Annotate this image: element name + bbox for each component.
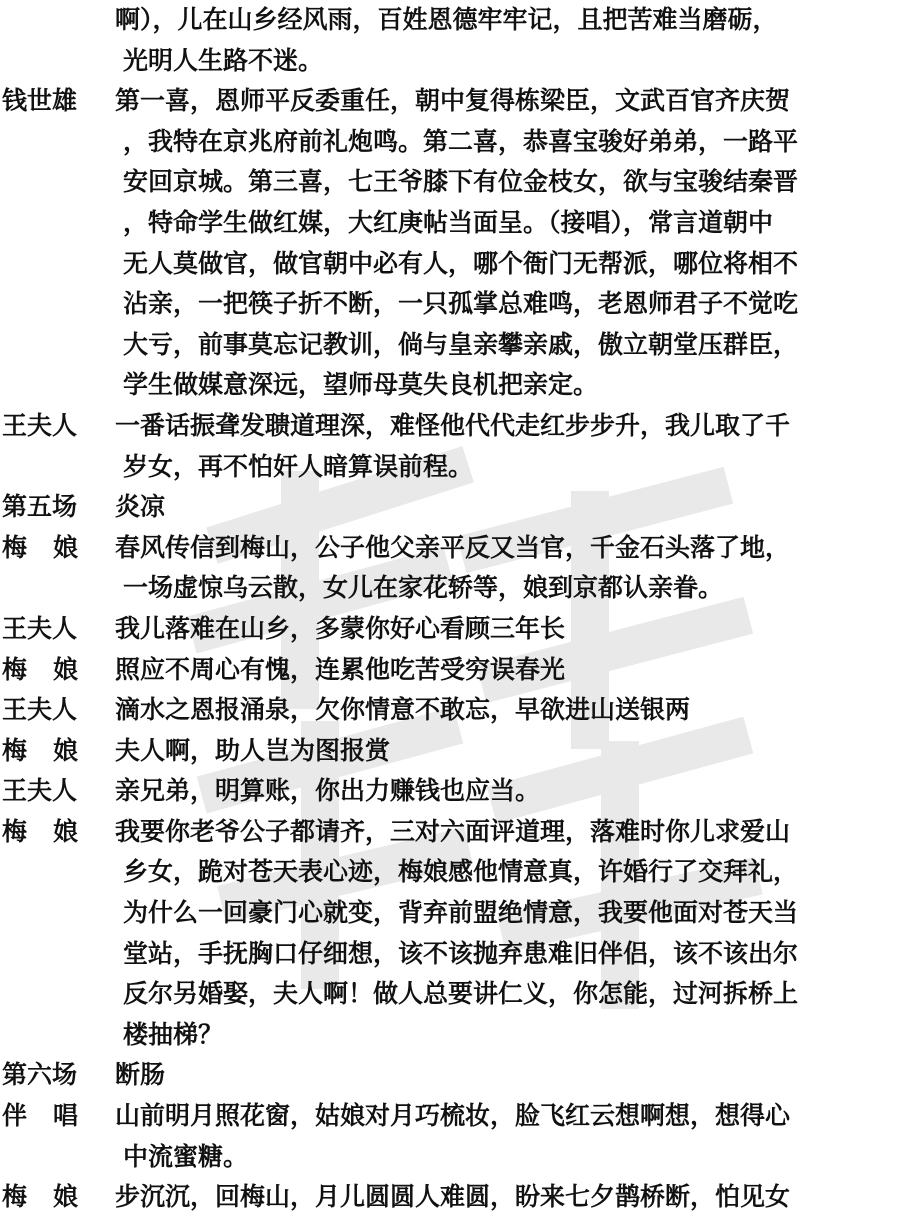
speaker-label: 梅娘	[2, 1182, 105, 1212]
dialogue-line: ，特命学生做红媒，大红庚帖当面呈。（接唱），常言道朝中	[123, 207, 774, 237]
dialogue-line: 第一喜，恩师平反委重任，朝中复得栋梁臣，文武百官齐庆贺	[115, 86, 791, 116]
script-entry	[0, 771, 900, 812]
dialogue-text	[115, 690, 900, 731]
scene-title: 断肠	[115, 1060, 166, 1090]
dialogue-line: 我儿落难在山乡，多蒙你好心看顾三年长	[115, 613, 566, 643]
dialogue-line: 中流蜜糖。	[123, 1141, 249, 1171]
speaker-label: 王夫人	[2, 695, 78, 725]
dialogue-text	[115, 650, 900, 691]
dialogue-text	[115, 1177, 900, 1218]
dialogue-text	[115, 406, 900, 487]
scene-number: 第五场	[2, 492, 78, 522]
speaker-label: 梅娘	[2, 654, 105, 684]
dialogue-line: 堂站，手抚胸口仔细想，该不该抛弃患难旧伴侣，该不该出尔	[123, 938, 799, 968]
scene-title-wrap	[115, 487, 900, 528]
dialogue-line: 滴水之恩报涌泉，欠你情意不敢忘，早欲进山送银两	[115, 695, 691, 725]
dialogue-line: 山前明月照花窗，姑娘对月巧梳妆，脸飞红云想啊想，想得心	[115, 1101, 791, 1131]
dialogue-text	[115, 1096, 900, 1177]
script-entry	[0, 81, 900, 406]
dialogue-line: 乡女，跪对苍天表心迹，梅娘感他情意真，许婚行了交拜礼，	[123, 857, 799, 887]
dialogue-line: 我要你老爷公子都请齐，三对六面评道理，落难时你儿求爱山	[115, 816, 791, 846]
dialogue-line: 春风传信到梅山，公子他父亲平反又当官，千金石头落了地，	[115, 532, 791, 562]
scene-title-wrap	[115, 1055, 900, 1096]
scene-heading	[0, 487, 900, 528]
scene-title: 炎凉	[115, 492, 166, 522]
dialogue-text	[115, 731, 900, 772]
dialogue-text	[115, 609, 900, 650]
dialogue-line: 反尔另婚娶，夫人啊！做人总要讲仁义，你怎能，过河拆桥上	[123, 979, 799, 1009]
dialogue-line: 一场虚惊乌云散，女儿在家花轿等，娘到京都认亲眷。	[123, 573, 724, 603]
dialogue-line: 为什么一回豪门心就变，背弃前盟绝情意，我要他面对苍天当	[123, 898, 799, 928]
script-entry	[0, 1096, 900, 1177]
dialogue-line: 步沉沉，回梅山，月儿圆圆人难圆，盼来七夕鹊桥断，怕见女	[115, 1182, 791, 1212]
dialogue-line: 岁女，再不怕奸人暗算误前程。	[123, 451, 474, 481]
dialogue-line: 大亏，前事莫忘记教训，倘与皇亲攀亲戚，傲立朝堂压群臣，	[123, 329, 799, 359]
dialogue-line: 沾亲，一把筷子折不断，一只孤掌总难鸣，老恩师君子不觉吃	[123, 289, 799, 319]
dialogue-text	[115, 528, 900, 609]
dialogue-line: 夫人啊，助人岂为图报赏	[115, 735, 391, 765]
script-entry	[0, 0, 900, 81]
script-entry	[0, 690, 900, 731]
speaker-label: 王夫人	[2, 410, 78, 440]
dialogue-line: 无人莫做官，做官朝中必有人，哪个衙门无帮派，哪位将相不	[123, 248, 799, 278]
scene-number: 第六场	[2, 1060, 78, 1090]
dialogue-line: 光明人生路不迷。	[123, 45, 324, 75]
speaker-label: 王夫人	[2, 613, 78, 643]
dialogue-line: ，我特在京兆府前礼炮鸣。第二喜，恭喜宝骏好弟弟，一路平	[123, 126, 799, 156]
speaker-label: 王夫人	[2, 776, 78, 806]
dialogue-text	[115, 81, 900, 406]
dialogue-line: 一番话振聋发聩道理深，难怪他代代走红步步升，我儿取了千	[115, 410, 791, 440]
dialogue-line: 啊），儿在山乡经风雨，百姓恩德牢牢记，且把苦难当磨砺，	[115, 5, 778, 34]
script-entry	[0, 406, 900, 487]
speaker-label: 梅娘	[2, 735, 105, 765]
dialogue-line: 安回京城。第三喜，七王爷膝下有位金枝女，欲与宝骏结秦晋	[123, 167, 799, 197]
dialogue-text	[115, 0, 900, 81]
speaker-label: 伴唱	[2, 1101, 105, 1131]
script-entry	[0, 1177, 900, 1218]
speaker-label: 钱世雄	[2, 86, 78, 116]
speaker-label: 梅娘	[2, 816, 105, 846]
speaker-label: 梅娘	[2, 532, 105, 562]
script-entry	[0, 812, 900, 1056]
dialogue-line: 楼抽梯？	[123, 1019, 224, 1049]
script-entry	[0, 650, 900, 691]
scene-heading	[0, 1055, 900, 1096]
dialogue-line: 照应不周心有愧，连累他吃苦受穷误春光	[115, 654, 566, 684]
script-entry	[0, 528, 900, 609]
dialogue-line: 亲兄弟，明算账，你出力赚钱也应当。	[115, 776, 541, 806]
dialogue-text	[115, 812, 900, 1056]
script-entry	[0, 609, 900, 650]
dialogue-line: 学生做媒意深远，望师母莫失良机把亲定。	[123, 370, 599, 400]
dialogue-text	[115, 771, 900, 812]
script-entry	[0, 731, 900, 772]
